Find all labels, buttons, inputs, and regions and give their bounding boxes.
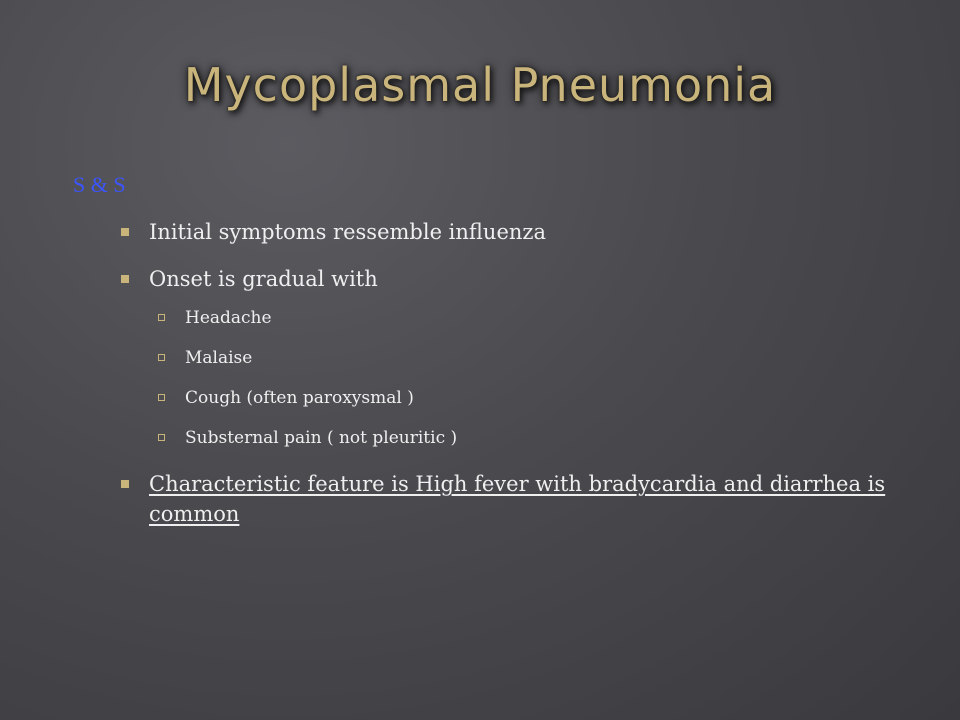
sub-bullet-text: Headache <box>185 308 272 329</box>
list-item <box>73 264 913 294</box>
sub-bullet-text: Substernal pain ( not pleuritic ) <box>185 428 458 449</box>
hollow-square-bullet-icon <box>158 434 165 441</box>
section-heading: S & S <box>73 172 126 197</box>
sub-list-item <box>73 346 913 370</box>
square-bullet-icon <box>121 228 129 236</box>
sub-bullet-text: Cough (often paroxysmal ) <box>185 388 414 409</box>
bullet-list-continued <box>73 469 913 529</box>
sub-bullet-text: Malaise <box>185 348 253 369</box>
bullet-text-underlined: Characteristic feature is High fever with bradycardia and diarrhea is common <box>149 472 886 527</box>
list-item <box>73 217 913 247</box>
square-bullet-icon <box>121 275 129 283</box>
hollow-square-bullet-icon <box>158 394 165 401</box>
sub-list-item <box>73 386 913 410</box>
bullet-text: Initial symptoms ressemble influenza <box>149 220 546 245</box>
hollow-square-bullet-icon <box>158 354 165 361</box>
bullet-list <box>73 217 913 294</box>
slide-content <box>73 172 913 546</box>
slide-title: Mycoplasmal Pneumonia <box>183 58 777 112</box>
square-bullet-icon <box>121 480 129 488</box>
sub-bullet-list <box>73 306 913 450</box>
hollow-square-bullet-icon <box>158 314 165 321</box>
list-item <box>73 469 913 529</box>
bullet-text: Onset is gradual with <box>149 267 378 292</box>
sub-list-item <box>73 306 913 330</box>
sub-list-item <box>73 426 913 450</box>
